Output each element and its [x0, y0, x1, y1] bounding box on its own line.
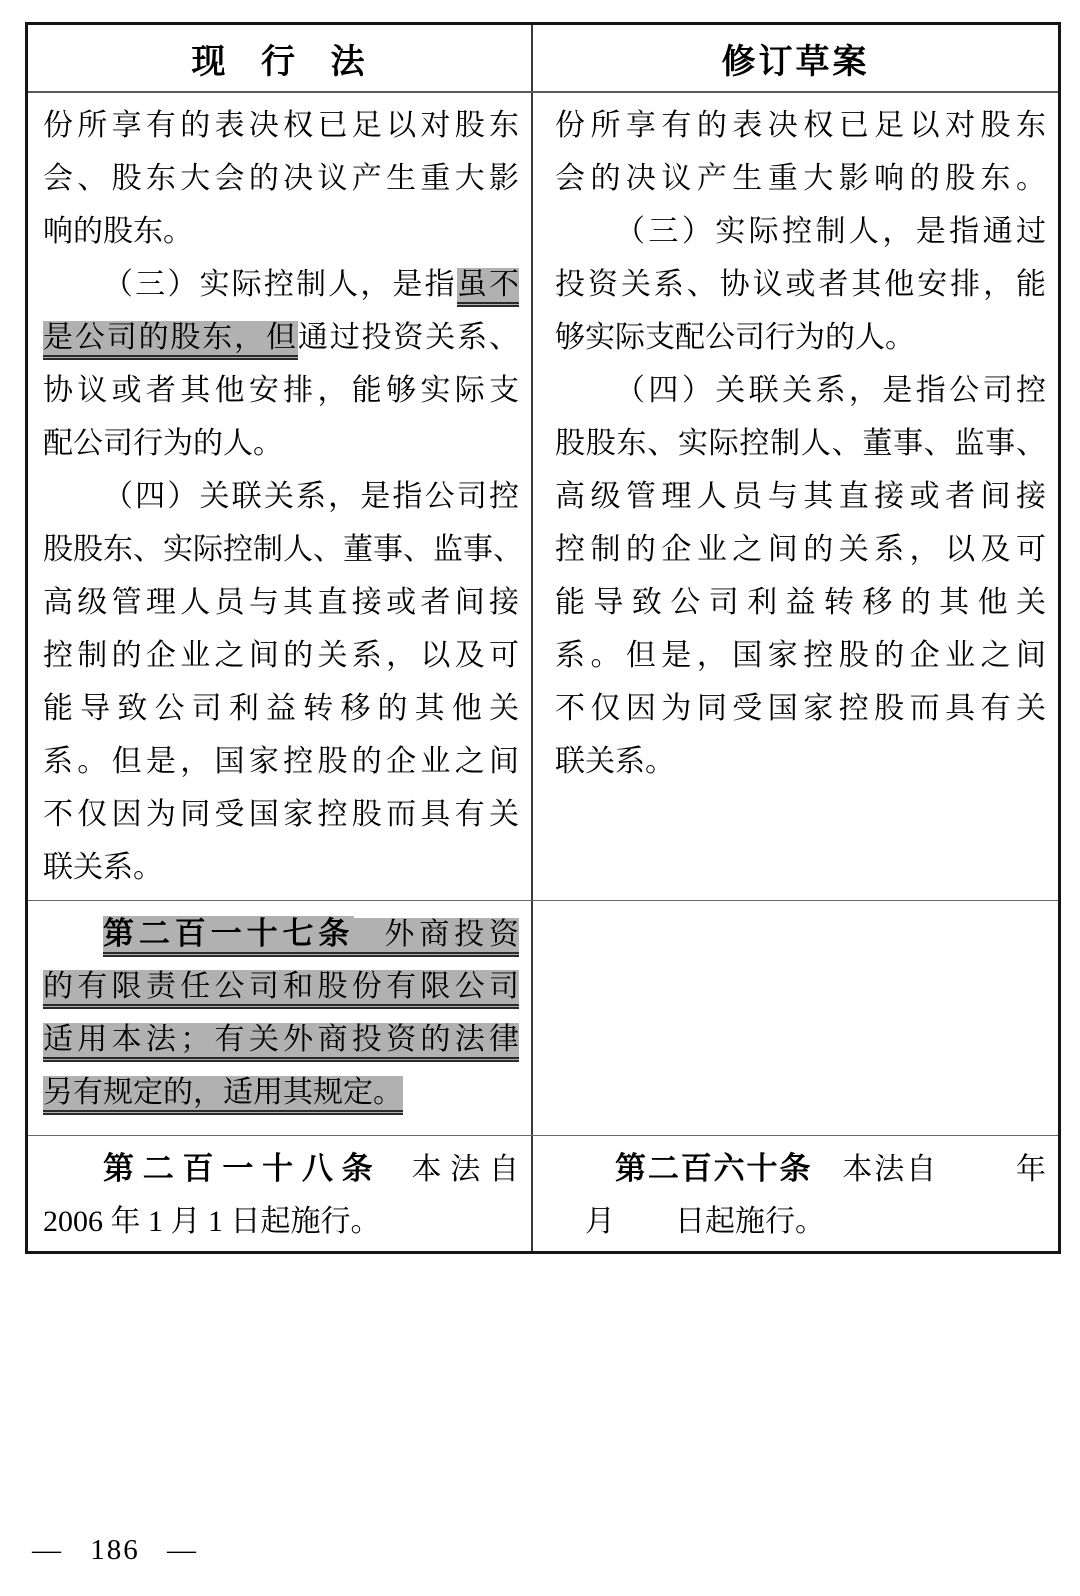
article-218-vs-260-right-cell: [533, 1136, 1058, 1251]
text-line: [43, 1066, 519, 1119]
text-line: [43, 682, 519, 735]
text-line: [555, 99, 1046, 152]
text-line: [43, 1195, 519, 1248]
article-217-right-cell: [533, 901, 1058, 1135]
highlighted-text: 的有限责任公司和股份有限公司: [43, 970, 519, 1009]
text-segment: 协议或者其他安排，能够实际支: [43, 374, 519, 407]
highlighted-text: 另有规定的，适用其规定。: [43, 1076, 403, 1115]
text-segment: 月: [585, 1205, 615, 1238]
table-row-article-218-vs-260: [28, 1136, 1058, 1251]
table-body: [28, 93, 1058, 1251]
text-segment: 系。但是，国家控股的企业之间: [555, 639, 1046, 672]
text-line: [555, 682, 1046, 735]
text-segment: 份所享有的表决权已足以对股东: [43, 109, 519, 142]
text-segment: 高级管理人员与其直接或者间接: [43, 586, 519, 619]
article-217-left-cell: [28, 901, 533, 1135]
text-line: [43, 258, 519, 311]
text-line: [43, 523, 523, 576]
text-line: [555, 629, 1046, 682]
text-segment: 系。但是，国家控股的企业之间: [43, 745, 519, 778]
text-line: [555, 735, 1046, 788]
text-segment: 响的股东。: [43, 215, 193, 248]
text-segment: 第二百六十条: [615, 1151, 813, 1186]
table-row-definitions: [28, 93, 1058, 901]
text-segment: 份所享有的表决权已足以对股东: [555, 109, 1046, 142]
highlighted-text: 外商投资: [354, 918, 519, 957]
highlighted-text: 是公司的股东，但: [43, 321, 298, 360]
text-segment: 会、股东大会的决议产生重大影: [43, 162, 519, 195]
text-segment: 高级管理人员与其直接或者间接: [555, 480, 1046, 513]
text-segment: 股股东、实际控制人、董事、监事、: [43, 533, 523, 566]
text-segment: 第二百一十八条: [103, 1151, 382, 1186]
table-header-row: [28, 25, 1058, 93]
header-current-law: 现 行 法: [28, 25, 533, 91]
text-line: [43, 788, 519, 841]
text-line: [43, 629, 519, 682]
text-segment: 控制的企业之间的关系，以及可: [555, 533, 1046, 566]
text-line: [555, 470, 1046, 523]
table-row-article-217: [28, 901, 1058, 1136]
text-segment: 能导致公司利益转移的其他关: [555, 586, 1046, 619]
highlighted-text: 第二百一十七条: [103, 916, 354, 957]
text-segment: 联关系。: [555, 745, 675, 778]
text-line: [43, 364, 519, 417]
text-line: [555, 1142, 1046, 1195]
text-line: [43, 205, 519, 258]
text-line: [43, 1142, 519, 1195]
text-segment: （四）关联关系，是指公司控: [103, 480, 519, 513]
highlighted-text: 适用本法；有关外商投资的法律: [43, 1023, 519, 1062]
text-segment: 控制的企业之间的关系，以及可: [43, 639, 519, 672]
text-line: [555, 576, 1046, 629]
text-line: [555, 152, 1046, 205]
text-segment: 不仅因为同受国家控股而具有关: [555, 692, 1046, 725]
text-line: [555, 205, 1046, 258]
text-line: [43, 417, 519, 470]
text-segment: 投资关系、协议或者其他安排，能: [555, 268, 1046, 301]
text-line: [555, 1195, 1046, 1248]
text-line: [43, 841, 519, 894]
text-line: [43, 576, 519, 629]
text-line: [43, 960, 519, 1013]
definitions-right-cell: [533, 93, 1058, 900]
header-revision-draft: 修订草案: [721, 42, 870, 81]
text-segment: 能导致公司利益转移的其他关: [43, 692, 519, 725]
text-line: [555, 523, 1046, 576]
text-segment: 本法自: [842, 1153, 939, 1186]
highlighted-text: 虽不: [457, 268, 519, 307]
text-line: [43, 152, 519, 205]
text-line: [43, 1013, 519, 1066]
text-segment: 2006 年 1 月 1 日起施行。: [43, 1205, 381, 1238]
text-line: [43, 311, 519, 364]
text-line: [43, 907, 519, 960]
page-number: — 186 —: [32, 1534, 198, 1566]
text-segment: 联关系。: [43, 851, 163, 884]
law-comparison-table: [25, 22, 1061, 1254]
text-line: [555, 311, 1046, 364]
text-segment: 年: [1016, 1153, 1047, 1186]
text-segment: 够实际支配公司行为的人。: [555, 321, 915, 354]
text-segment: 股股东、实际控制人、董事、监事、: [555, 427, 1046, 460]
text-segment: 通过投资关系、: [297, 321, 520, 354]
text-segment: 本法自: [411, 1153, 520, 1186]
text-line: [555, 364, 1046, 417]
text-segment: 不仅因为同受国家控股而具有关: [43, 798, 519, 831]
definitions-left-cell: [28, 93, 533, 900]
text-segment: 会的决议产生重大影响的股东。: [555, 162, 1046, 195]
text-line: [43, 470, 519, 523]
text-line: [43, 99, 519, 152]
text-segment: （三）实际控制人，是指: [103, 268, 457, 301]
text-segment: （三）实际控制人，是指通过: [615, 215, 1046, 248]
article-218-vs-260-left-cell: [28, 1136, 533, 1251]
text-line: [555, 417, 1046, 470]
text-line: [555, 258, 1046, 311]
text-segment: 配公司行为的人。: [43, 427, 283, 460]
text-segment: 日起施行。: [675, 1205, 825, 1238]
text-segment: （四）关联关系，是指公司控: [615, 374, 1046, 407]
text-line: [43, 735, 519, 788]
